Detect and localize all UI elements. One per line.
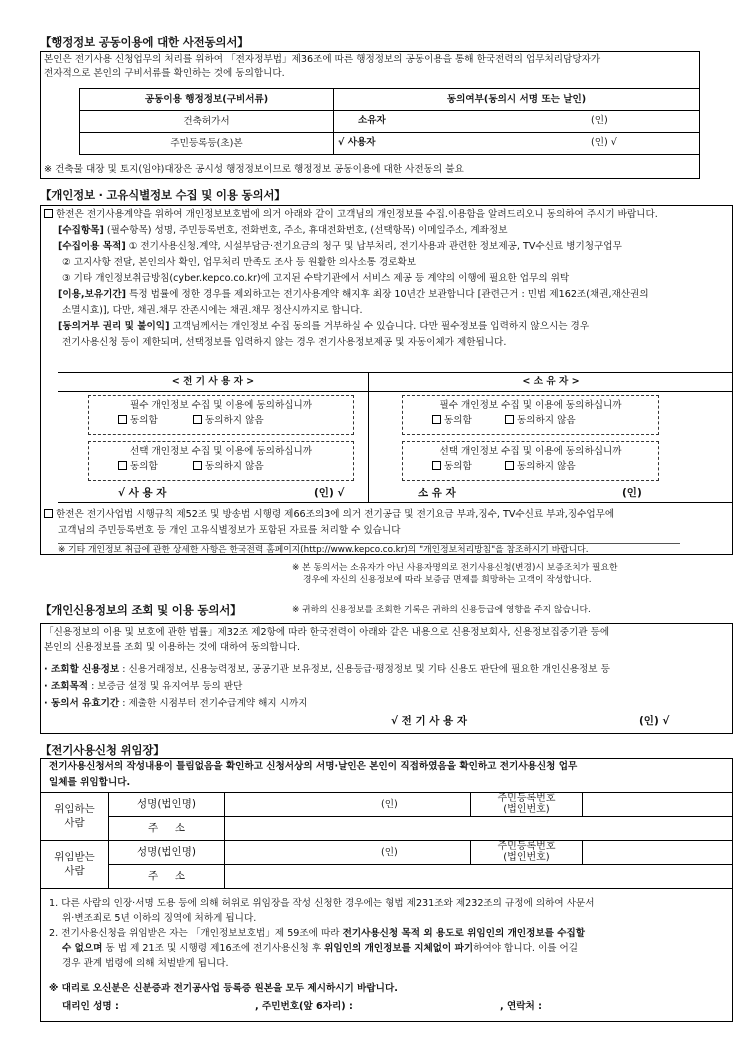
notice2-bold2: 수 없으며	[62, 943, 103, 954]
grantee-addr-field[interactable]	[225, 865, 733, 889]
consent-grid-bottom-line	[58, 502, 733, 503]
purpose-label: [수집이용 목적]	[58, 241, 126, 252]
agent-note: ※ 대리로 오신분은 신분증과 전기공사업 등록증 원본을 모두 제시하시기 바랍니다.	[49, 983, 398, 994]
user-optional-agree-label: 동의함	[130, 461, 158, 472]
user-required-agree-checkbox[interactable]	[118, 415, 127, 424]
owner-sign-label: 소 유 자	[418, 487, 456, 499]
grantor-name-label: 성명(법인명)	[109, 793, 225, 817]
credit-purpose-text: : 보증금 설정 및 유지여부 등의 판단	[88, 681, 243, 692]
purpose-text: ① 전기사용신청.계약, 시설부담금·전기요금의 청구 및 납부처리, 전기사용과 관련한 정보제공, TV수신료 병기청구업무	[125, 241, 622, 252]
grantor-addr-label: 주 소	[109, 817, 225, 841]
grantee-name-field[interactable]	[225, 841, 471, 865]
refuse-line2: 전기사용신청 등이 제한되며, 선택정보를 입력하지 않는 경우 전기사용정보제공 및 자동이체가 제한됩니다.	[62, 337, 507, 348]
section2-note: ※ 기타 개인정보 취급에 관한 상세한 사항은 한국전력 홈페이지(http://www.kepco.co.kr)의 "개인정보처리방침"을 참조하시기 바랍니다.	[58, 545, 589, 555]
credit-side-note2: 경우에 자신의 신용정보에 따라 보증금 면제를 희망하는 고객이 작성합니다.	[303, 575, 592, 585]
section1-note: ※ 건축물 대장 및 토지(임야)대장은 공시성 행정정보이므로 행정정보 공동이용에 대한 사전동의 불요	[44, 164, 464, 175]
notice1-line2: 위·변조죄로 5년 이하의 징역에 처하게 됩니다.	[62, 913, 257, 924]
section3-box	[40, 623, 733, 734]
notice2-mid: 동 법 제 21조 및 시행령 제16조에 전기사용신청 후	[102, 943, 325, 954]
credit-validity-label: · 동의서 유효기간	[44, 698, 120, 709]
unique-id-line2: 고객님의 주민등록번호 등 개인 고유식별정보가 포함된 자료를 처리할 수 있습니다	[58, 525, 401, 536]
user-header: < 전 기 사 용 자 >	[171, 376, 255, 387]
unique-id-line1: 한전은 전기사업법 시행규칙 제52조 및 방송법 시행령 제66조의3에 의거 전기공급 및 전기요금 부과,징수, TV수신료 부과,징수업무에	[56, 509, 615, 520]
section1-title: 【행정정보 공동이용에 대한 사전동의서】	[40, 35, 249, 49]
owner-required-agree-checkbox[interactable]	[432, 415, 441, 424]
row-doc-building: 건축허가서	[80, 111, 334, 133]
consent-cell-user[interactable]	[334, 133, 700, 155]
section2-separator	[58, 543, 680, 544]
delegation-intro1: 전기사용신청서의 작성내용이 틀림없음을 확인하고 신청서상의 서명·날인은 본인이 직접하였음을 확인하고 전기사용신청 업무	[49, 761, 578, 772]
owner-header: < 소 유 자 >	[522, 376, 580, 387]
user-sign-seal[interactable]: (인) √	[314, 487, 345, 499]
notice1-line1: 1. 다른 사람의 인장·서명 도용 등에 의해 허위로 위임장을 작성 신청한 경우에는 형법 제231조와 제232조의 규정에 의하여 사문서	[49, 898, 595, 909]
grantor-reg-field[interactable]	[583, 793, 733, 817]
consent-user-seal: (인) √	[591, 137, 617, 148]
section2-intro: 한전은 전기사용계약을 위하여 개인정보보호법에 의거 아래와 같이 고객님의 개인정보를 수집.이용함을 알려드리오니 동의하여 주시기 바랍니다.	[56, 209, 658, 220]
agent-contact-label[interactable]: , 연락처 :	[500, 1001, 542, 1012]
owner-optional-disagree-checkbox[interactable]	[505, 461, 514, 470]
section1-intro-line2: 전자적으로 본인의 구비서류를 확인하는 것에 동의합니다.	[44, 68, 285, 79]
credit-side-note1: ※ 본 동의서는 소유자가 아닌 사용자명의로 전기사용신청(변경)시 보증조치가 필요한	[292, 563, 618, 573]
grantor-name-field[interactable]	[225, 793, 471, 817]
owner-optional-agree-checkbox[interactable]	[432, 461, 441, 470]
notice2-bold1: 전기사용신청 목적 외 용도로 위임인의 개인정보를 수집할	[342, 928, 586, 939]
delegation-intro2: 일체를 위임합니다.	[49, 777, 131, 788]
user-sign-label: √ 사 용 자	[118, 487, 167, 499]
user-required-agree-label: 동의함	[130, 415, 158, 426]
grantee-reg-field[interactable]	[583, 841, 733, 865]
items-label: [수집항목]	[58, 225, 104, 236]
consent-grid-mid-line	[58, 391, 733, 392]
notice2-pre: 2. 전기사용신청을 위임받은 자는 「개인정보보호법」제 59조에 따라	[49, 928, 343, 939]
credit-validity-text: : 제출한 시점부터 전기수급계약 해지 시까지	[119, 698, 308, 709]
unique-id-checkbox[interactable]	[44, 509, 53, 518]
grantee-label: 위임받는 사람	[41, 841, 109, 889]
credit-sign-seal[interactable]: (인) √	[639, 715, 670, 727]
user-optional-disagree-label: 동의하지 않음	[205, 461, 264, 472]
retain-line2: 소멸시효)], 다만, 채권.채무 잔존시에는 채권.채무 정산시까지로 합니다.	[62, 305, 363, 316]
grantor-addr-field[interactable]	[225, 817, 733, 841]
checkbox-icon[interactable]	[44, 209, 53, 218]
owner-sign-seal[interactable]: (인)	[622, 487, 642, 499]
owner-required-disagree-checkbox[interactable]	[505, 415, 514, 424]
agent-id-label[interactable]: , 주민번호(앞 6자리) :	[255, 1001, 353, 1012]
credit-intro1: 「신용정보의 이용 및 보호에 관한 법률」제32조 제2항에 따라 한국전력이 아래와 같은 내용으로 신용정보회사, 신용정보집중기관 등에	[44, 627, 610, 638]
consent-owner-label: 소유자	[358, 115, 386, 126]
user-required-disagree-label: 동의하지 않음	[205, 415, 264, 426]
grantor-reg-label: 주민등록번호 (법인번호)	[471, 793, 583, 817]
section1-intro-line1: 본인은 전기사용 신청업무의 처리를 위하여 「전자정부법」제36조에 따른 행정정보의 공동이용을 통해 한국전력의 업무처리담당자가	[44, 54, 601, 65]
row-doc-resident: 주민등록등(초)본	[80, 133, 334, 155]
admin-info-table	[79, 88, 700, 155]
user-optional-agree-checkbox[interactable]	[118, 461, 127, 470]
grantee-name-label: 성명(법인명)	[109, 841, 225, 865]
owner-required-disagree-label: 동의하지 않음	[517, 415, 576, 426]
user-required-question: 필수 개인정보 수집 및 이용에 동의하십니까	[129, 400, 313, 411]
owner-required-agree-label: 동의함	[444, 415, 472, 426]
grantee-seal: (인)	[381, 847, 398, 858]
agent-name-label[interactable]: 대리인 성명 :	[62, 1001, 119, 1012]
credit-intro2: 본인의 신용정보를 조회 및 이용하는 것에 대하여 동의합니다.	[44, 642, 301, 653]
credit-purpose-label: · 조회목적	[44, 681, 89, 692]
purpose-line2: ② 고지사항 전달, 본인의사 확인, 업무처리 만족도 조사 등 원활한 의사소통 경로확보	[62, 257, 417, 268]
grantee-addr-label: 주 소	[109, 865, 225, 889]
grantor-seal: (인)	[381, 799, 398, 810]
retain-label: [이용,보유기간]	[58, 289, 127, 300]
user-optional-disagree-checkbox[interactable]	[193, 461, 202, 470]
consent-grid-top-line	[58, 372, 733, 373]
credit-item-text: : 신용거래정보, 신용능력정보, 공공기관 보유정보, 신용등급·평정정보 및 기타 신용도 판단에 필요한 개인신용정보 등	[119, 664, 610, 675]
retain-text: 특정 법률에 정한 경우를 제외하고는 전기사용계약 해지후 최장 10년간 보관합니다 [관련근거 : 민법 제162조(채권,재산권의	[126, 289, 649, 300]
delegation-table	[40, 792, 733, 889]
notice2-line3: 경우 관계 법령에 의해 처벌받게 됩니다.	[62, 958, 229, 969]
grantor-label: 위임하는 사람	[41, 793, 109, 841]
section4-title: 【전기사용신청 위임장】	[40, 743, 165, 757]
notice2-bold3: 위임인의 개인정보를 지체없이 파기	[324, 943, 474, 954]
refuse-text: 고객님께서는 개인정보 수집 동의를 거부하실 수 있습니다. 다만 필수정보를 입력하지 않으시는 경우	[169, 321, 590, 332]
owner-optional-question: 선택 개인정보 수집 및 이용에 동의하십니까	[439, 446, 622, 457]
notice2-end: 하여야 합니다. 이를 어길	[473, 943, 579, 954]
grantee-reg-label: 주민등록번호 (법인번호)	[471, 841, 583, 865]
section3-title: 【개인신용정보의 조회 및 이용 동의서】	[40, 603, 242, 617]
section2-title: 【개인정보 ‧ 고유식별정보 수집 및 이용 동의서】	[40, 188, 286, 202]
consent-user-label: √ 사용자	[338, 137, 376, 148]
owner-required-question: 필수 개인정보 수집 및 이용에 동의하십니까	[439, 400, 622, 411]
user-optional-question: 선택 개인정보 수집 및 이용에 동의하십니까	[129, 446, 313, 457]
user-required-disagree-checkbox[interactable]	[193, 415, 202, 424]
consent-cell-owner[interactable]	[334, 111, 700, 133]
purpose-line3: ③ 기타 개인정보취급방침(cyber.kepco.co.kr)에 고지된 수탁기관에서 서비스 제공 등 계약의 이행에 필요한 업무의 위탁	[62, 273, 570, 284]
credit-sign-label: √ 전 기 사 용 자	[391, 715, 467, 727]
credit-item-label: · 조회할 신용정보	[44, 664, 120, 675]
owner-optional-agree-label: 동의함	[444, 461, 472, 472]
owner-optional-disagree-label: 동의하지 않음	[517, 461, 576, 472]
refuse-label: [동의거부 권리 및 불이익]	[58, 321, 170, 332]
consent-owner-seal: (인)	[591, 115, 608, 126]
col-header-consent: 동의여부(동의시 서명 또는 날인)	[334, 89, 700, 111]
col-header-docs: 공동이용 행정정보(구비서류)	[80, 89, 334, 111]
items-text: (필수항목) 성명, 주민등록번호, 전화번호, 주소, 휴대전화번호, (선택항목) 이메일주소, 계좌정보	[103, 225, 508, 236]
credit-side-note3: ※ 귀하의 신용정보를 조회한 기록은 귀하의 신용등급에 영향을 주지 않습니다.	[292, 605, 591, 615]
